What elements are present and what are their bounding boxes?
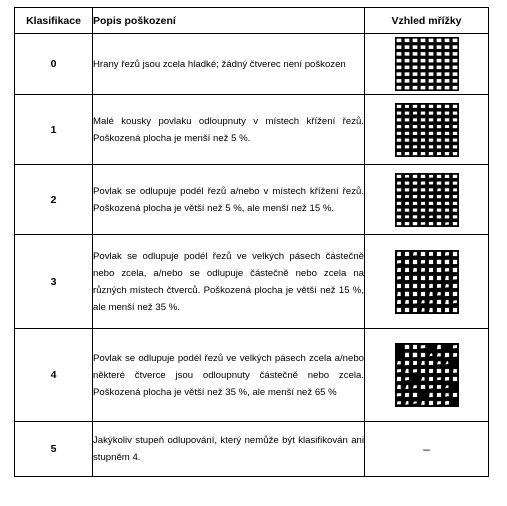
header-classification: Klasifikace bbox=[15, 8, 93, 34]
table-row bbox=[15, 95, 489, 165]
table-header-row bbox=[15, 8, 489, 34]
lattice-image-class-2 bbox=[395, 173, 459, 227]
lattice-image-class-3 bbox=[395, 250, 459, 314]
table-row bbox=[15, 165, 489, 235]
row-class: 5 bbox=[15, 422, 93, 477]
lattice-image-class-0 bbox=[395, 37, 459, 91]
row-description: Hrany řezů jsou zcela hladké; žádný čtverec není poškozen bbox=[93, 34, 365, 95]
header-description: Popis poškození bbox=[93, 8, 365, 34]
row-description: Povlak se odlupuje podél řezů ve velkých pásech zcela a/nebo některé čtverce jsou odloupnuty částečně nebo zcela. Poškozená plocha je větší než 35 %, ale menší než 65 % bbox=[93, 329, 365, 422]
lattice-image-class-1 bbox=[395, 103, 459, 157]
table-row bbox=[15, 422, 489, 477]
row-description: Povlak se odlupuje podél řezů ve velkých pásech částečně nebo zcela, a/nebo se odlupuje částečně nebo zcela na různých místech čtverců. Poškozená plocha je větší než 15 %, ale menší než 35 %. bbox=[93, 235, 365, 329]
table-row bbox=[15, 34, 489, 95]
no-image-dash: – bbox=[365, 422, 489, 477]
table-row bbox=[15, 235, 489, 329]
row-class: 2 bbox=[15, 165, 93, 235]
row-class: 4 bbox=[15, 329, 93, 422]
header-appearance: Vzhled mřížky bbox=[365, 8, 489, 34]
row-class: 0 bbox=[15, 34, 93, 95]
row-class: 3 bbox=[15, 235, 93, 329]
row-description: Povlak se odlupuje podél řezů a/nebo v místech křížení řezů. Poškozená plocha je větší než 5 %, ale menší než 15 %. bbox=[93, 165, 365, 235]
lattice-image-class-4 bbox=[395, 343, 459, 407]
row-class: 1 bbox=[15, 95, 93, 165]
row-description: Malé kousky povlaku odloupnuty v místech křížení řezů. Poškozená plocha je menší než 5 %. bbox=[93, 95, 365, 165]
table-row bbox=[15, 329, 489, 422]
classification-table bbox=[14, 7, 489, 477]
row-description: Jakýkoliv stupeň odlupování, který nemůže být klasifikován ani stupněm 4. bbox=[93, 422, 365, 477]
